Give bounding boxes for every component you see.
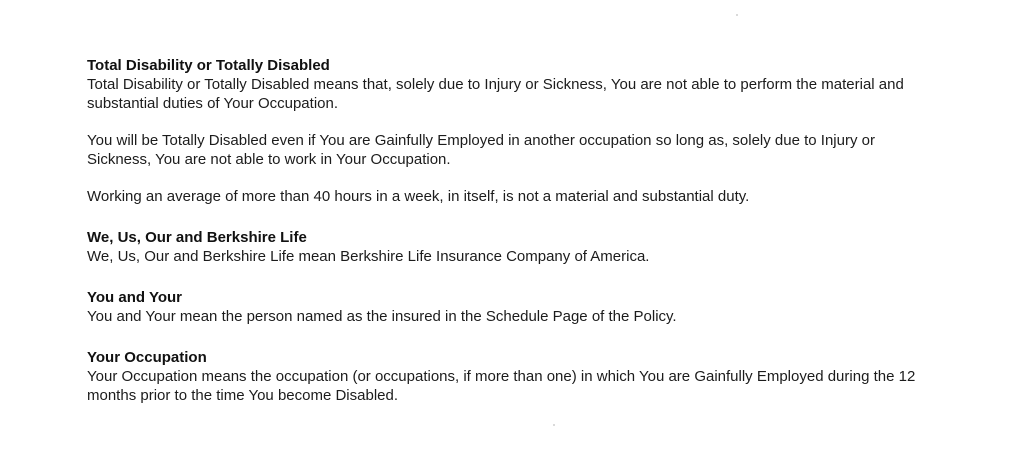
definition-heading: Total Disability or Totally Disabled xyxy=(87,57,330,74)
scan-speck xyxy=(736,14,738,16)
definition-text: We, Us, Our and Berkshire Life mean Berkshire Life Insurance Company of America. xyxy=(87,248,650,265)
definition-total-disability xyxy=(87,56,937,206)
definition-heading: Your Occupation xyxy=(87,349,207,366)
scan-speck xyxy=(553,424,555,426)
definition-you-and-your xyxy=(87,288,937,326)
definition-we-us-our xyxy=(87,228,937,266)
definition-text: You will be Totally Disabled even if You are Gainfully Employed in another occupation so long as, solely due to Injury or Sickness, You are not able to work in Your Occupation. xyxy=(87,132,875,168)
definition-heading: You and Your xyxy=(87,289,183,306)
definition-text: Working an average of more than 40 hours in a week, in itself, is not a material and substantial duty. xyxy=(87,188,750,205)
definition-text: Your Occupation means the occupation (or occupations, if more than one) in which You are Gainfully Employed during the 12 months prior to the time You become Disabled. xyxy=(87,368,916,404)
definition-text: You and Your mean the person named as the insured in the Schedule Page of the Policy. xyxy=(87,308,677,325)
policy-definitions xyxy=(87,56,937,427)
definition-text: Total Disability or Totally Disabled means that, solely due to Injury or Sickness, You are not able to perform the material and substantial duties of Your Occupation. xyxy=(87,76,904,112)
definition-your-occupation xyxy=(87,348,937,405)
definition-heading: We, Us, Our and Berkshire Life xyxy=(87,229,307,246)
